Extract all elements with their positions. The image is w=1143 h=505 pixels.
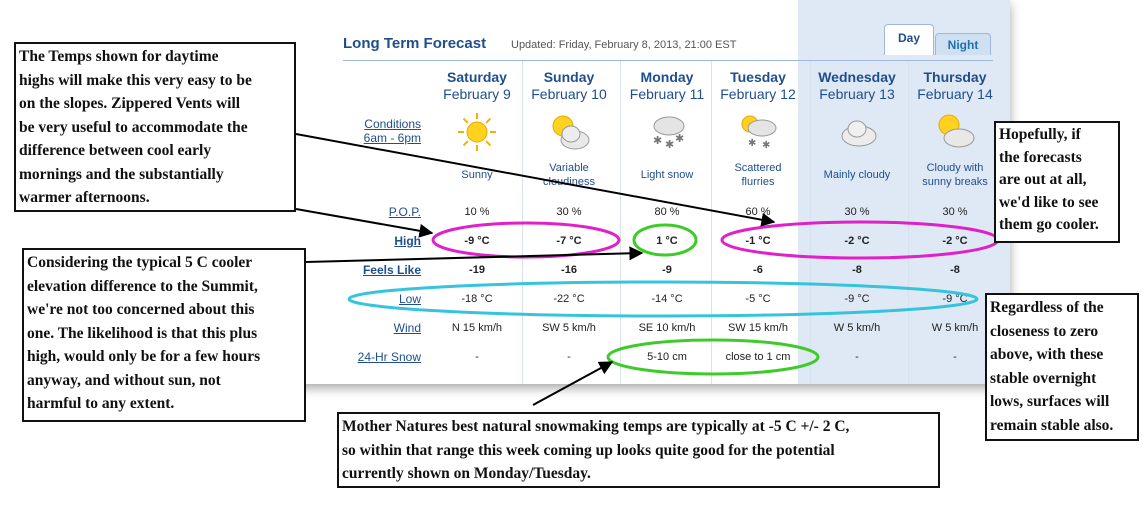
cell-low: -9 °C [844, 293, 870, 305]
condition-text: Scattered [734, 162, 782, 174]
cell-feels: -8 [950, 264, 960, 276]
annotation-snowmaking-temps: Mother Natures best natural snowmaking temps are typically at -5 C +/- 2 C, so within that range this week coming up looks quite good for the potential currently shown on Monday/Tuesday. [337, 412, 940, 488]
day-date: February 12 [720, 86, 796, 102]
cell-pop: 30 % [844, 206, 870, 218]
cell-feels: -16 [561, 264, 577, 276]
high-mon-oval [634, 225, 696, 255]
day-date: February 11 [629, 86, 705, 102]
condition-text: Mainly cloudy [823, 169, 891, 181]
cell-high: 1 °C [656, 235, 678, 247]
day-name: Saturday [447, 69, 507, 85]
cell-low: -18 °C [461, 293, 493, 305]
cell-high: -2 °C [942, 235, 968, 247]
day-name: Wednesday [818, 69, 896, 85]
cell-snow: close to 1 cm [725, 351, 791, 363]
svg-text:✱: ✱ [748, 138, 757, 149]
cell-pop: 30 % [942, 206, 968, 218]
condition-text: sunny breaks [922, 176, 988, 188]
condition-text: Cloudy with [926, 162, 984, 174]
cell-low: -22 °C [553, 293, 585, 305]
annotation-go-cooler: Hopefully, if the forecasts are out at all, we'd like to see them go cooler. [994, 121, 1120, 243]
page-title: Long Term Forecast [343, 35, 487, 52]
condition-text: cloudiness [543, 176, 595, 188]
cell-snow: - [953, 351, 957, 363]
annotation-daytime-highs: The Temps shown for daytime highs will make this very easy to be on the slopes. Zippered Vents will be very useful to accommodate the difference between cool early mornings and the substantially warmer afternoons. [14, 42, 296, 212]
low-row-oval [349, 282, 977, 316]
cell-pop: 80 % [654, 206, 680, 218]
row-label-conditions-time[interactable]: 6am - 6pm [363, 131, 421, 145]
cell-wind: SE 10 km/h [638, 322, 696, 334]
cell-snow: - [855, 351, 859, 363]
cell-snow: - [567, 351, 571, 363]
arrow-note1-saturday [296, 209, 432, 233]
svg-text:✱: ✱ [762, 140, 771, 151]
cell-high: -2 °C [844, 235, 870, 247]
day-name: Monday [640, 69, 694, 85]
cell-feels: -9 [662, 264, 672, 276]
cell-high: -1 °C [745, 235, 771, 247]
high-tue-thu-oval [722, 222, 998, 258]
row-label-conditions[interactable]: Conditions [364, 117, 421, 131]
day-name: Sunday [543, 69, 595, 85]
cell-wind: W 5 km/h [833, 322, 881, 334]
day-name: Thursday [923, 69, 987, 85]
tab-day[interactable]: Day [884, 24, 934, 55]
cell-high: -9 °C [464, 235, 490, 247]
annotation-summit-difference: Considering the typical 5 C cooler elevation difference to the Summit, we're not too concerned about this one. The likelihood is that this plus high, would only be for a few hours anyway, and without sun, not harmful to any extent. [22, 248, 306, 422]
cell-wind: N 15 km/h [451, 322, 503, 334]
row-label-high[interactable]: High [394, 234, 421, 248]
tab-night[interactable]: Night [935, 33, 991, 55]
cell-feels: -6 [753, 264, 763, 276]
annotation-stable-lows: Regardless of the closeness to zero above, with these stable overnight lows, surfaces will remain stable also. [985, 293, 1139, 441]
cell-pop: 10 % [464, 206, 490, 218]
row-label-low[interactable]: Low [398, 292, 421, 306]
row-label-pop[interactable]: P.O.P. [388, 205, 421, 219]
day-date: February 13 [819, 86, 895, 102]
condition-text: flurries [741, 176, 775, 188]
svg-text:✱: ✱ [665, 139, 675, 151]
cell-snow: - [475, 351, 479, 363]
condition-text: Variable [549, 162, 589, 174]
row-label-feels-like[interactable]: Feels Like [362, 263, 421, 277]
high-sat-sun-oval [433, 223, 619, 257]
cell-low: -5 °C [745, 293, 771, 305]
updated-timestamp: Updated: Friday, February 8, 2013, 21:00 EST [511, 39, 737, 51]
cell-low: -14 °C [651, 293, 683, 305]
cell-feels: -19 [469, 264, 485, 276]
cell-wind: W 5 km/h [931, 322, 979, 334]
svg-text:✱: ✱ [675, 133, 685, 145]
cell-high: -7 °C [556, 235, 582, 247]
svg-text:✱: ✱ [653, 135, 663, 147]
cell-wind: SW 5 km/h [542, 322, 596, 334]
row-label-wind[interactable]: Wind [393, 321, 421, 335]
condition-text: Light snow [640, 169, 694, 181]
day-date: February 9 [443, 86, 511, 102]
arrow-note1-tuesday [296, 134, 774, 222]
arrow-note5-snow [533, 362, 612, 405]
day-date: February 10 [531, 86, 607, 102]
cell-snow: 5-10 cm [647, 351, 687, 363]
day-date: February 14 [917, 86, 993, 102]
cell-pop: 30 % [556, 206, 582, 218]
cell-low: -9 °C [942, 293, 968, 305]
cell-wind: SW 15 km/h [728, 322, 788, 334]
condition-text: Sunny [461, 169, 493, 181]
cell-pop: 60 % [745, 206, 771, 218]
snow-mon-tue-oval [608, 340, 818, 374]
row-label-24hr-snow[interactable]: 24-Hr Snow [357, 350, 421, 364]
cell-feels: -8 [852, 264, 862, 276]
day-name: Tuesday [730, 69, 786, 85]
